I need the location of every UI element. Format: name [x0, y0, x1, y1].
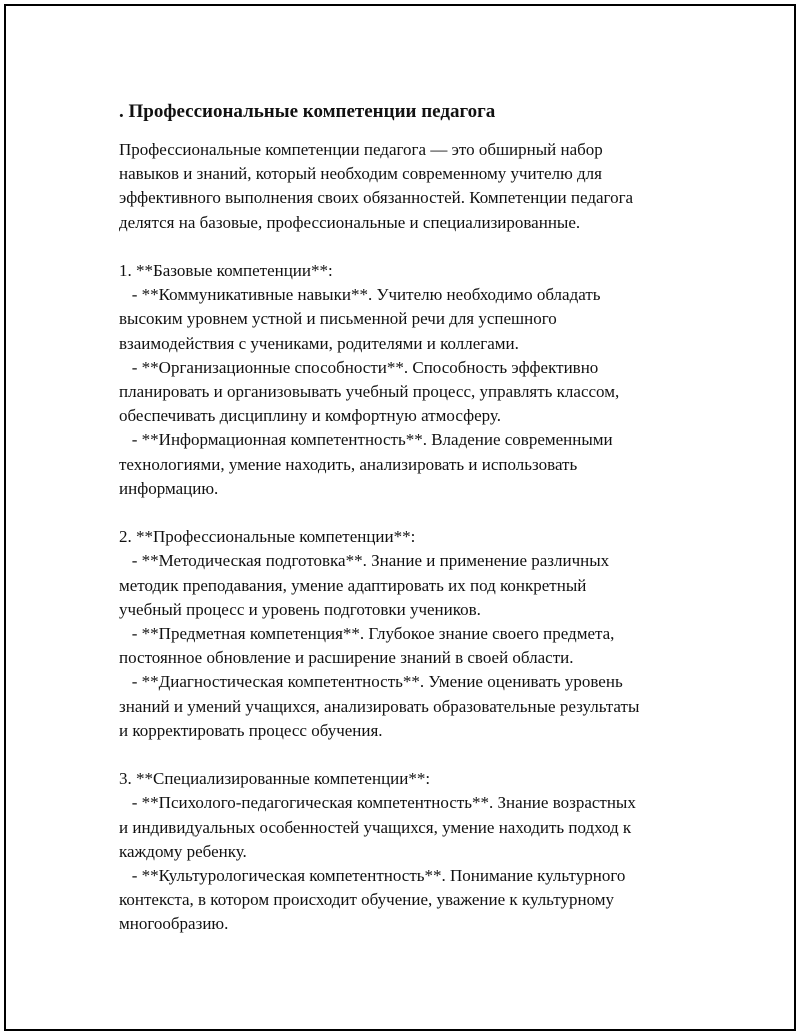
document-body: [119, 100, 699, 937]
list-item: - **Культурологическая компетентность**. Понимание культурного контекста, в котором происходит обучение, уважение к культурному многообразию.: [119, 866, 626, 934]
spacer: [119, 235, 699, 259]
section-heading: 2. **Профессиональные компетенции**:: [119, 527, 416, 547]
spacer: [119, 501, 699, 525]
section-heading: 3. **Специализированные компетенции**:: [119, 769, 431, 789]
list-item: - **Психолого-педагогическая компетентность**. Знание возрастных и индивидуальных особенностей учащихся, умение находить подход к каждому ребенку.: [119, 793, 636, 861]
section-heading: 1. **Базовые компетенции**:: [119, 261, 333, 280]
page-frame: [4, 4, 796, 1031]
document-title: . Профессиональные компетенции педагога: [119, 101, 496, 122]
section-professional: [119, 525, 699, 743]
intro-paragraph: Профессиональные компетенции педагога — это обширный набор навыков и знаний, который необходим современному учителю для эффективного выполнения своих обязанностей. Компетенции педагога делятся на базовые, профессиональные и специализированные.: [119, 140, 634, 232]
section-specialized: [119, 767, 699, 936]
section-basic: [119, 259, 699, 501]
list-item: - **Предметная компетенция**. Глубокое знание своего предмета, постоянное обновление и расширение знаний в своей области.: [119, 624, 615, 668]
list-item: - **Диагностическая компетентность**. Умение оценивать уровень знаний и умений учащихся, анализировать образовательные результаты и корректировать процесс обучения.: [119, 672, 640, 740]
spacer: [119, 743, 699, 767]
list-item: - **Коммуникативные навыки**. Учителю необходимо обладать высоким уровнем устной и письменной речи для успешного взаимодействия с учениками, родителями и коллегами.: [119, 285, 601, 353]
list-item: - **Методическая подготовка**. Знание и применение различных методик преподавания, умение адаптировать их под конкретный учебный процесс и уровень подготовки учеников.: [119, 551, 610, 619]
list-item: - **Организационные способности**. Способность эффективно планировать и организовывать учебный процесс, управлять классом, обеспечивать дисциплину и комфортную атмосферу.: [119, 357, 620, 426]
list-item: - **Информационная компетентность**. Владение современными технологиями, умение находить, анализировать и использовать информацию.: [119, 430, 613, 498]
